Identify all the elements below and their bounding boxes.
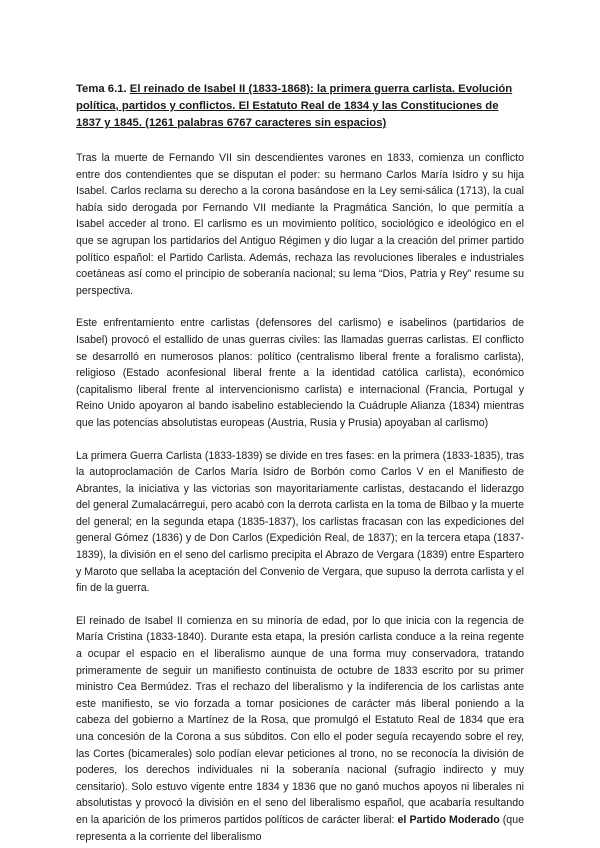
paragraph-1: Tras la muerte de Fernando VII sin descendientes varones en 1833, comienza un conflicto entre dos contendientes que se disputan el poder: su hermano Carlos María Isidro y su hija Isabel. Carlos reclama su derecho a la corona basándose en la Ley semi-sálica (1713), la cual había sido derogada por Fernando VII mediante la Pragmática Sanción, lo que permitía a Isabel acceder al trono. El carlismo es un movimiento político, sociológico e ideológico en el que se agrupan los partidarios del Antiguo Régimen y dio lugar a la creación del primer partido político español: el Partido Carlista. Además, rechaza las revoluciones liberales e industriales coetáneas así como el principio de soberanía nacional; su lema “Dios, Patria y Rey” resume su perspectiva. bbox=[76, 152, 524, 297]
title-underlined: El reinado de Isabel II (1833-1868): la primera guerra carlista. Evolución política, partidos y conflictos. El Estatuto Real de 1834 y las Constituciones de 1837 y 1845. (1261 palabras 6767 caracteres sin espacios) bbox=[76, 83, 513, 129]
paragraph-3: La primera Guerra Carlista (1833-1839) se divide en tres fases: en la primera (1833-1835), tras la autoproclamación de Carlos María Isidro de Borbón como Carlos V en el Manifiesto de Abrantes, la iniciativa y las victorias son mayoritariamente carlistas, destacando el liderazgo del general Zumalacárregui, pero acabó con la derrota carlista en la toma de Bilbao y la muerte del general; en la segunda etapa (1835-1837), los carlistas fracasan con las expediciones del general Gómez (1836) y de Don Carlos (Expedición Real, de 1837); en la tercera etapa (1837-1839), la división en el seno del carlismo precipita el Abrazo de Vergara (1839) entre Espartero y Maroto que sellaba la aceptación del Convenio de Vergara, que supuso la derrota carlista y el fin de la guerra. bbox=[76, 449, 524, 595]
paragraph-4-text: El reinado de Isabel II comienza en su minoría de edad, por lo que inicia con la regencia de María Cristina (1833-1840). Durante esta etapa, la presión carlista conduce a la reina regente a ocupar el espacio en el liberalismo aunque de una forma muy conservadora, tratando primeramente de seguir un manifiesto continuista de octubre de 1833 escrito por su primer ministro Cea Bermúdez. Tras el rechazo del liberalismo y la indiferencia de los carlistas ante este manifiesto, se vio forzada a tomar posiciones de carácter más liberal poniendo a la cabeza del gobierno a Martínez de la Rosa, que promulgó el Estatuto Real de 1834 que era una concesión de la Corona a sus súbditos. Con ello el poder seguía recayendo sobre el rey, las Cortes (bicamerales) solo podían elevar peticiones al trono, no se reconocía la división de poderes, los derechos individuales ni la soberanía nacional (sufragio indirecto y muy censitario). Solo estuvo vigente entre 1834 y 1836 que no ganó muchos apoyos ni liberales ni absolutistas y provocó la división en el seno del liberalismo español, que acabaría resultando en la aparición de los primeros partidos políticos de carácter liberal: bbox=[76, 614, 524, 826]
title-prefix: Tema 6.1. bbox=[76, 83, 130, 95]
paragraph-4-tail: (que representa a la corriente del liberalismo bbox=[76, 813, 524, 843]
document-title bbox=[76, 81, 524, 132]
paragraph-4-bold: el Partido Moderado bbox=[397, 813, 500, 826]
paragraph-4 bbox=[76, 613, 524, 845]
paragraph-2: Este enfrentamiento entre carlistas (defensores del carlismo) e isabelinos (partidarios de Isabel) provocó el estallido de unas guerras civiles: las llamadas guerras carlistas. El conflicto se desarrolló en numerosos planos: político (centralismo liberal frente a foralismo carlista), religioso (Estado aconfesional liberal frente a la identidad católica carlista), económico (capitalismo liberal frente al intervencionismo carlista) e internacional (Francia, Portugal y Reino Unido apoyaron al bando isabelino estableciendo la Cuádruple Alianza (1834) mientras que las potencias absolutistas europeas (Austria, Rusia y Prusia) apoyaban al carlismo) bbox=[76, 317, 524, 429]
